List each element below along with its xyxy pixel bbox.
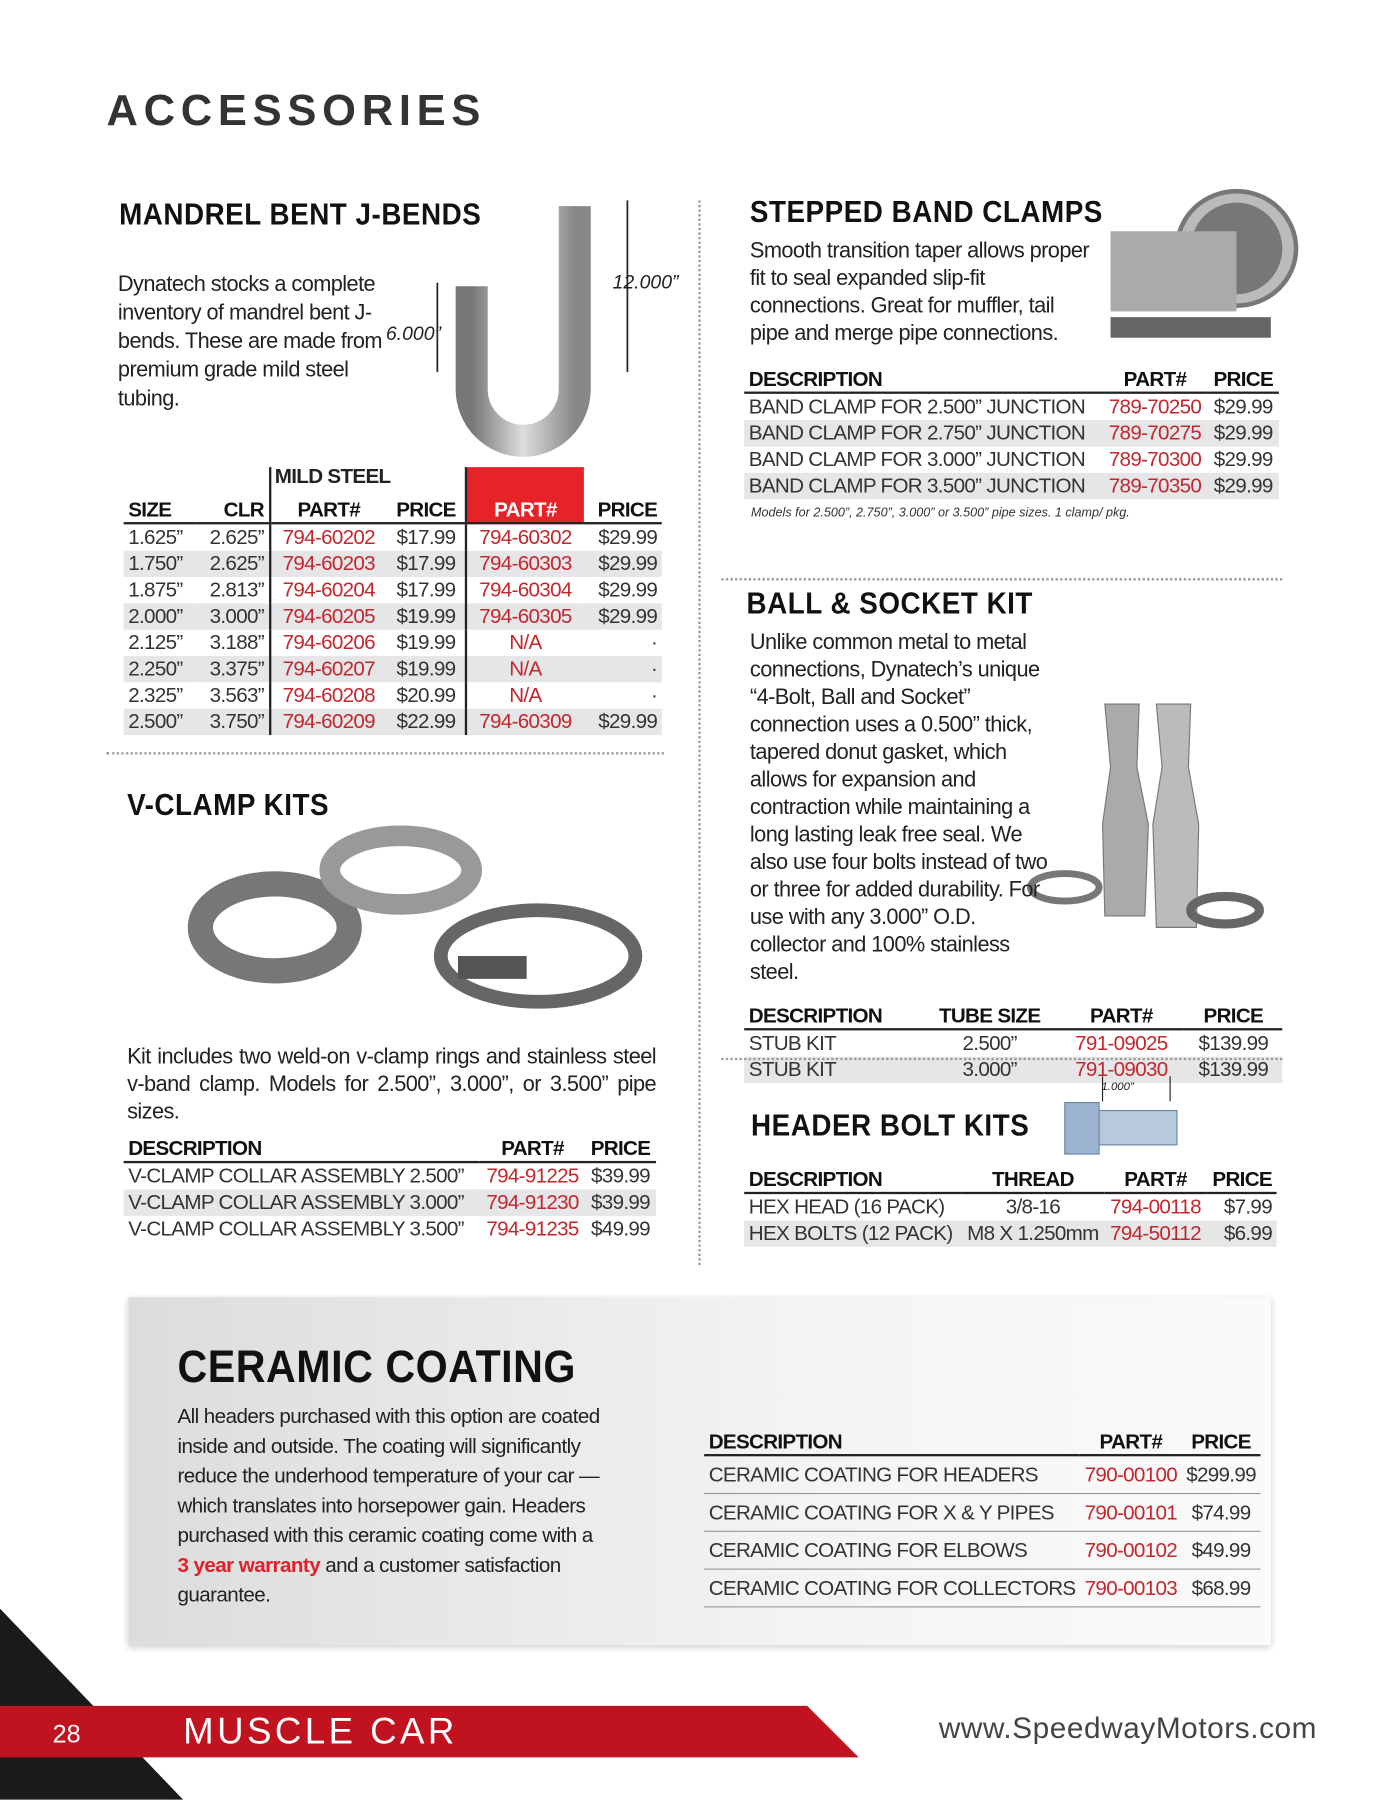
table-cell: V-CLAMP COLLAR ASSEMBLY 2.500” <box>128 1164 464 1188</box>
part-number: 794-60304 <box>466 577 583 603</box>
column-header: PART# <box>480 1133 585 1162</box>
table-row <box>704 1494 1260 1532</box>
table-row <box>124 1190 656 1216</box>
warranty-highlight: 3 year warranty <box>177 1553 321 1577</box>
table-cell: $17.99 <box>396 578 456 602</box>
ball-socket-description <box>750 630 1277 987</box>
part-number: 794-60303 <box>466 551 583 577</box>
ceramic-title: CERAMIC COATING <box>177 1341 576 1393</box>
table-row <box>704 1569 1260 1607</box>
column-header: PRICE <box>583 467 661 523</box>
band-clamps-note: Models for 2.500”, 2.750”, 3.000” or 3.500” pipe sizes. 1 clamp/ pkg. <box>751 506 1130 520</box>
column-header: THREAD <box>961 1164 1104 1193</box>
jbend-short-dimension: 6.000” <box>385 322 442 345</box>
table-cell: 2.813” <box>209 578 264 602</box>
table-cell: 3.000” <box>196 603 270 629</box>
page-number: 28 <box>52 1719 81 1749</box>
part-number: 791-09030 <box>1058 1057 1184 1083</box>
table-row <box>744 1029 1282 1056</box>
part-number: 794-60206 <box>270 630 387 656</box>
ceramic-text: All headers purchased with this option are coated inside and outside. The coating will significantly reduce the underhood temperature of your car — which translates into horsepower gain. Headers purchased with this ceramic coating come with a <box>177 1404 600 1547</box>
column-header: DESCRIPTION <box>744 1001 921 1030</box>
table-cell: BAND CLAMP FOR 3.000” JUNCTION <box>748 447 1086 471</box>
table-header-row <box>124 1133 656 1162</box>
footer-graphic <box>0 1609 870 1800</box>
part-number: 790-00101 <box>1080 1494 1182 1532</box>
part-number: 794-60202 <box>270 523 387 550</box>
table-cell: $29.99 <box>583 551 661 577</box>
part-number: 794-91235 <box>486 1217 579 1240</box>
vclamp-description: Kit includes two weld-on v-clamp rings and stainless steel v-band clamp. Models for 2.500”, 3.000”, or 3.500” pipe sizes. <box>127 1045 657 1125</box>
table-cell: 1.875” <box>128 578 183 602</box>
part-number: 791-09025 <box>1075 1031 1168 1055</box>
table-cell: BAND CLAMP FOR 3.500” JUNCTION <box>744 473 1102 499</box>
table-cell: 3/8-16 <box>1005 1195 1061 1219</box>
table-cell: $39.99 <box>591 1164 650 1188</box>
part-number: 794-60208 <box>270 682 387 708</box>
ceramic-table <box>704 1427 1260 1608</box>
ball-price-table <box>744 1001 1282 1083</box>
column-header: PRICE <box>1207 1164 1277 1193</box>
table-cell: 2.500” <box>124 709 196 735</box>
table-row <box>744 1193 1276 1220</box>
table-row <box>744 1220 1276 1246</box>
ceramic-price-table <box>704 1427 1260 1608</box>
part-number: N/A <box>466 630 583 656</box>
table-cell: CERAMIC COATING FOR HEADERS <box>704 1455 1080 1493</box>
column-header: CLR <box>196 467 270 523</box>
table-cell: $22.99 <box>387 709 467 735</box>
table-cell: $139.99 <box>1198 1031 1269 1055</box>
table-cell: 3.750” <box>196 709 270 735</box>
band-clamps-table <box>744 364 1279 499</box>
vclamp-title: V-CLAMP KITS <box>127 787 330 823</box>
table-cell: $7.99 <box>1223 1195 1272 1219</box>
column-header: PRICE <box>387 467 467 523</box>
divider <box>721 1058 1282 1060</box>
column-header: PART# <box>1105 1164 1207 1193</box>
column-header: SIZE <box>124 467 196 523</box>
column-header: TUBE SIZE <box>921 1001 1058 1030</box>
table-cell: STUB KIT <box>748 1031 837 1055</box>
table-cell: V-CLAMP COLLAR ASSEMBLY 3.000” <box>124 1190 480 1216</box>
part-number: N/A <box>466 682 583 708</box>
table-cell: $29.99 <box>1208 473 1279 499</box>
mild-steel-label: MILD STEEL <box>274 464 391 488</box>
band-clamps-body <box>744 238 1282 520</box>
part-number: 794-91225 <box>486 1164 579 1188</box>
divider <box>721 578 1282 580</box>
table-cell: CERAMIC COATING FOR ELBOWS <box>704 1531 1080 1569</box>
website-link[interactable]: www.SpeedwayMotors.com <box>938 1710 1318 1745</box>
table-cell: BAND CLAMP FOR 2.750” JUNCTION <box>744 420 1102 446</box>
column-header: PRICE <box>1184 1001 1282 1030</box>
table-row <box>124 1162 656 1189</box>
vclamp-image <box>183 819 664 1031</box>
table-cell: 3.188” <box>209 630 264 654</box>
part-number: 794-60305 <box>466 603 583 629</box>
column-header: PART# <box>1080 1427 1182 1456</box>
header-bolt-table <box>744 1164 1276 1246</box>
table-cell: $20.99 <box>396 683 456 707</box>
table-cell: HEX HEAD (16 PACK) <box>748 1195 945 1219</box>
table-cell: $49.99 <box>591 1217 650 1240</box>
band-price-table <box>744 364 1279 499</box>
table-cell: $29.99 <box>1213 447 1273 471</box>
ball-socket-title: BALL & SOCKET KIT <box>746 586 1033 621</box>
table-cell: $6.99 <box>1207 1220 1277 1246</box>
header-bolt-title: HEADER BOLT KITS <box>751 1108 1030 1143</box>
ceramic-text-end: and a customer satisfaction guarantee. <box>177 1553 561 1607</box>
part-number: 794-60309 <box>466 709 583 735</box>
column-header: PART# <box>1102 364 1207 393</box>
table-cell: 3.563” <box>209 683 264 707</box>
table-cell: 3.000” <box>921 1057 1058 1083</box>
ball-socket-table <box>744 1001 1282 1083</box>
table-cell: M8 X 1.250mm <box>961 1220 1104 1246</box>
table-row <box>124 709 662 735</box>
table-header-row <box>744 1001 1282 1030</box>
table-row <box>744 447 1279 473</box>
part-number: 794-60205 <box>270 603 387 629</box>
band-clamps-title: STEPPED BAND CLAMPS <box>749 194 1103 229</box>
vclamp-body <box>124 1044 662 1242</box>
table-cell: · <box>650 683 658 707</box>
part-number: 794-60203 <box>270 551 387 577</box>
jbends-price-table <box>124 464 662 735</box>
table-cell: $29.99 <box>583 709 661 735</box>
table-row <box>124 577 662 603</box>
table-cell: 2.325” <box>128 683 183 707</box>
column-header: PART# <box>1058 1001 1184 1030</box>
column-header: PART# <box>466 467 583 523</box>
table-cell: BAND CLAMP FOR 2.500” JUNCTION <box>748 394 1086 418</box>
part-number: 794-60209 <box>270 709 387 735</box>
table-cell: $17.99 <box>387 551 467 577</box>
column-header: PRICE <box>1182 1427 1261 1456</box>
table-row <box>124 603 662 629</box>
part-number: 790-00100 <box>1080 1455 1182 1493</box>
table-cell: CERAMIC COATING FOR X & Y PIPES <box>704 1494 1080 1532</box>
table-cell: CERAMIC COATING FOR COLLECTORS <box>704 1569 1080 1607</box>
table-cell: $17.99 <box>396 525 456 549</box>
table-row <box>124 682 662 708</box>
table-row <box>704 1531 1260 1569</box>
table-cell: STUB KIT <box>744 1057 921 1083</box>
table-cell: $74.99 <box>1182 1494 1261 1532</box>
table-header-row <box>704 1427 1260 1456</box>
table-cell: $29.99 <box>598 578 658 602</box>
table-row <box>744 393 1279 420</box>
column-header: PRICE <box>585 1133 656 1162</box>
column-header: DESCRIPTION <box>704 1427 1080 1456</box>
part-number: 794-00118 <box>1110 1195 1201 1219</box>
column-header: DESCRIPTION <box>744 1164 961 1193</box>
table-row <box>124 630 662 656</box>
table-cell: $49.99 <box>1182 1531 1261 1569</box>
ceramic-description <box>177 1401 606 1609</box>
table-cell: HEX BOLTS (12 PACK) <box>744 1220 961 1246</box>
table-cell: 1.750” <box>124 551 196 577</box>
vclamp-price-table <box>124 1133 656 1242</box>
table-row <box>744 473 1279 499</box>
table-cell: · <box>583 656 661 682</box>
table-cell: 2.125” <box>128 630 183 654</box>
part-number: 794-50112 <box>1105 1220 1207 1246</box>
table-cell: 1.625” <box>128 525 183 549</box>
column-header: DESCRIPTION <box>124 1133 480 1162</box>
table-cell: $19.99 <box>387 656 467 682</box>
table-cell: $19.99 <box>396 630 456 654</box>
table-cell: V-CLAMP COLLAR ASSEMBLY 3.500” <box>128 1217 464 1240</box>
part-number: 794-60207 <box>270 656 387 682</box>
table-cell: 3.375” <box>196 656 270 682</box>
bolt-dimension: 1.000” <box>1101 1080 1134 1094</box>
part-number: 789-70350 <box>1102 473 1207 499</box>
part-number: 789-70300 <box>1108 447 1202 471</box>
table-row <box>124 1216 656 1242</box>
column-header: PRICE <box>1208 364 1279 393</box>
table-header-row <box>744 1164 1276 1193</box>
table-cell: $29.99 <box>1208 420 1279 446</box>
table-cell: 2.500” <box>962 1031 1017 1055</box>
jbends-table <box>124 464 662 735</box>
part-number: 789-70275 <box>1102 420 1207 446</box>
table-cell: $19.99 <box>387 603 467 629</box>
part-number: 790-00102 <box>1080 1531 1182 1569</box>
table-cell: $39.99 <box>585 1190 656 1216</box>
table-row <box>124 523 662 550</box>
jbend-long-dimension: 12.000” <box>612 271 679 294</box>
table-cell: 2.625” <box>196 551 270 577</box>
table-row <box>124 551 662 577</box>
ball-socket-text: Unlike common metal to metal connections, Dynatech’s unique “4-Bolt, Ball and Socket” connection uses a 0.500” thick, tapered donut gasket, which allows for expansion and contraction while maintaining a long lasting leak free seal. We also use four bolts instead of two or three for added durability. For use with any 3.000” O.D. collector and 100% stainless steel. <box>749 630 1048 985</box>
part-number: 794-60302 <box>466 523 583 550</box>
bolt-price-table <box>744 1164 1276 1246</box>
table-cell: · <box>650 630 658 654</box>
part-number: 790-00103 <box>1080 1569 1182 1607</box>
section-name: MUSCLE CAR <box>183 1710 458 1752</box>
column-header: PART# <box>270 467 387 523</box>
table-cell: $29.99 <box>1213 394 1273 418</box>
table-row <box>744 1057 1282 1083</box>
vclamp-table <box>124 1133 656 1242</box>
part-number: 794-91230 <box>480 1190 585 1216</box>
part-number: 794-60204 <box>270 577 387 603</box>
part-number: N/A <box>466 656 583 682</box>
divider <box>106 752 664 754</box>
column-header: DESCRIPTION <box>744 364 1102 393</box>
jbends-description: Dynatech stocks a complete inventory of mandrel bent J-bends. These are made from premium grade mild steel tubing. <box>117 272 382 412</box>
table-header-row <box>744 364 1279 393</box>
band-clamps-description: Smooth transition taper allows proper fit to seal expanded slip-fit connections. Great for muffler, tail pipe and merge pipe connections. <box>749 239 1090 346</box>
table-cell: 2.250” <box>124 656 196 682</box>
part-number: 789-70250 <box>1108 394 1202 418</box>
table-cell: $29.99 <box>583 603 661 629</box>
table-row <box>704 1455 1260 1493</box>
jbends-title: MANDREL BENT J-BENDS <box>119 196 482 232</box>
table-row <box>744 420 1279 446</box>
table-cell: 2.000” <box>124 603 196 629</box>
ball-socket-body <box>744 630 1282 1083</box>
table-header-row <box>124 467 662 523</box>
column-divider <box>698 200 700 1265</box>
page-title: ACCESSORIES <box>106 87 487 136</box>
table-row <box>124 656 662 682</box>
float-spacer <box>1048 685 1277 943</box>
table-cell: $68.99 <box>1182 1569 1261 1607</box>
table-cell: $29.99 <box>598 525 658 549</box>
table-cell: $139.99 <box>1184 1057 1282 1083</box>
table-cell: $299.99 <box>1182 1455 1261 1493</box>
table-cell: 2.625” <box>209 525 264 549</box>
